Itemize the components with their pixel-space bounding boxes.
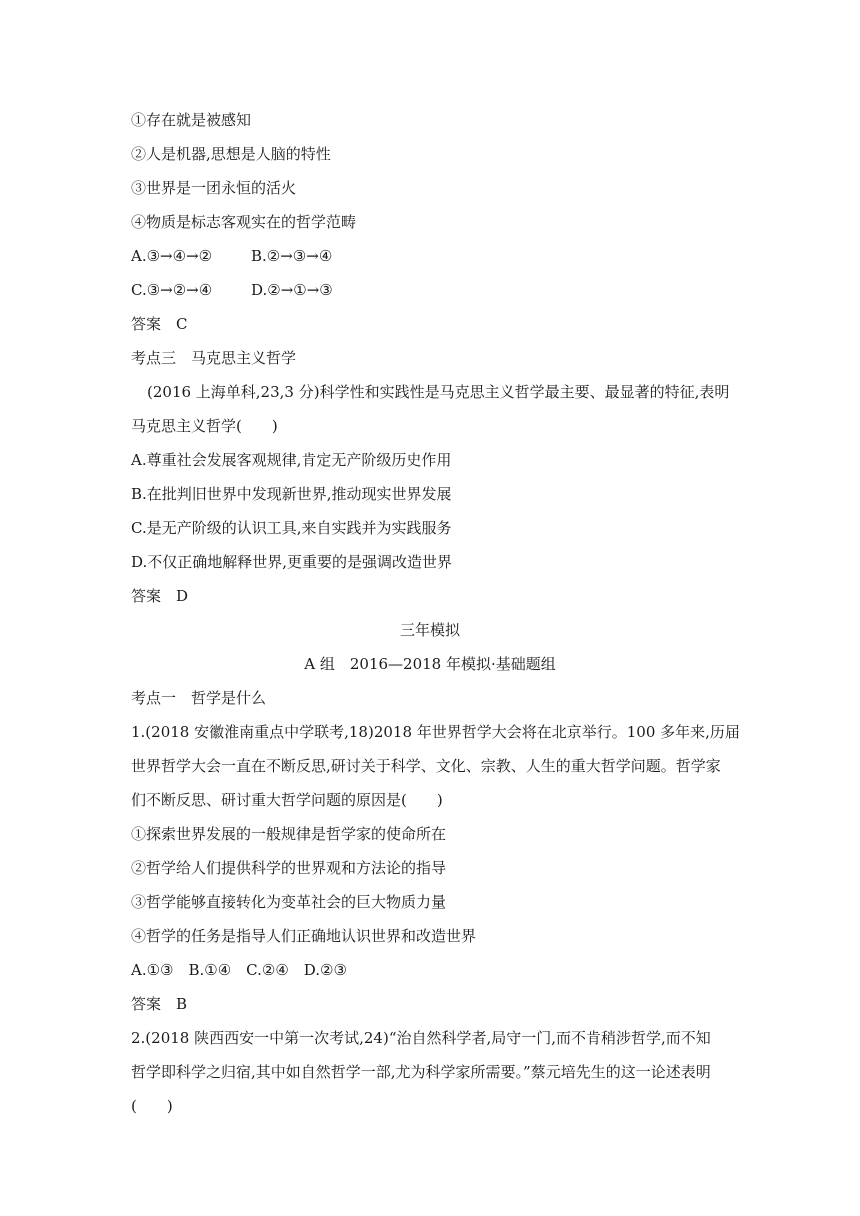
question-2-stem: 2.(2018 陕西西安一中第一次考试,24)“治自然科学者,局守一门,而不肯稍涉哲学,而不知 (131, 1029, 711, 1047)
question-1-stem-cont: 们不断反思、研讨重大哲学问题的原因是( ) (131, 791, 443, 809)
question-2-stem-cont: ( ) (131, 1097, 173, 1115)
answer-line: 答案 D (131, 587, 189, 605)
statement-4: ④哲学的任务是指导人们正确地认识世界和改造世界 (131, 927, 477, 945)
question-stem: (2016 上海单科,23,3 分)科学性和实践性是马克思主义哲学最主要、最显著的特征,表明 (147, 383, 730, 401)
statement-3: ③世界是一团永恒的活火 (131, 179, 297, 197)
statement-2: ②人是机器,思想是人脑的特性 (131, 145, 331, 163)
section-heading: 考点一 哲学是什么 (131, 689, 267, 707)
group-title: A 组 2016—2018 年模拟·基础题组 (304, 655, 556, 673)
option-c: C.是无产阶级的认识工具,来自实践并为实践服务 (131, 519, 452, 537)
statement-4: ④物质是标志客观实在的哲学范畴 (131, 213, 357, 231)
question-1-options: A.①③ B.①④ C.②④ D.②③ (131, 961, 347, 979)
option-a: A.③→④→② (131, 247, 213, 265)
option-b: B.在批判旧世界中发现新世界,推动现实世界发展 (131, 485, 452, 503)
option-b: B.②→③→④ (251, 247, 333, 265)
statement-3: ③哲学能够直接转化为变革社会的巨大物质力量 (131, 893, 447, 911)
statement-2: ②哲学给人们提供科学的世界观和方法论的指导 (131, 859, 447, 877)
option-d: D.不仅正确地解释世界,更重要的是强调改造世界 (131, 553, 453, 571)
statement-1: ①探索世界发展的一般规律是哲学家的使命所在 (131, 825, 447, 843)
question-1-stem: 1.(2018 安徽淮南重点中学联考,18)2018 年世界哲学大会将在北京举行。100 多年来,历届 (131, 723, 740, 741)
option-c: C.③→②→④ (131, 281, 213, 299)
question-1-stem-cont: 世界哲学大会一直在不断反思,研讨关于科学、文化、宗教、人生的重大哲学问题。哲学家 (131, 757, 721, 775)
question-2-stem-cont: 哲学即科学之归宿,其中如自然哲学一部,尤为科学家所需要。”蔡元培先生的这一论述表明 (131, 1063, 711, 1081)
section-heading: 考点三 马克思主义哲学 (131, 349, 297, 367)
mock-title: 三年模拟 (399, 621, 460, 639)
option-a: A.尊重社会发展客观规律,肯定无产阶级历史作用 (131, 451, 452, 469)
question-stem-cont: 马克思主义哲学( ) (131, 417, 278, 435)
option-d: D.②→①→③ (251, 281, 333, 299)
answer-line: 答案 B (131, 995, 188, 1013)
statement-1: ①存在就是被感知 (131, 111, 252, 129)
answer-line: 答案 C (131, 315, 188, 333)
